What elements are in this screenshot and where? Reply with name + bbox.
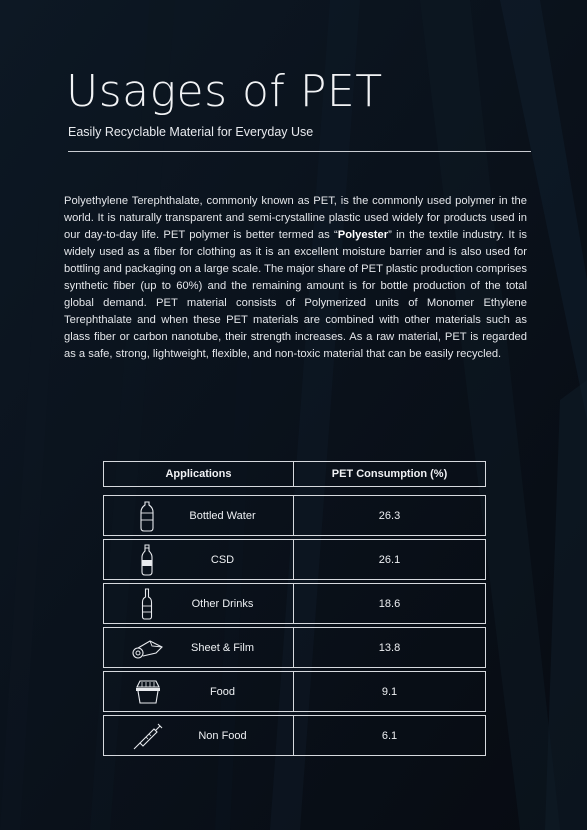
consumption-value: 26.3 xyxy=(378,509,401,522)
table-row xyxy=(103,627,486,668)
table-header xyxy=(103,461,486,487)
table-row xyxy=(103,715,486,756)
consumption-value: 13.8 xyxy=(378,641,401,654)
page-subtitle: Easily Recyclable Material for Everyday Use xyxy=(68,125,314,139)
application-label: Food xyxy=(209,685,236,698)
application-cell xyxy=(104,628,294,667)
consumption-value: 26.1 xyxy=(378,553,401,566)
syringe-icon xyxy=(130,719,164,753)
header-consumption: PET Consumption (%) xyxy=(331,468,448,480)
page-title: Usages of PET xyxy=(66,66,383,117)
body-text-part: ” in the textile industry. It is widely used as a fiber for clothing as it is an excellent moisture barrier and is also used for bottling and packaging on a large scale. The major share of PET plastic production comprises synthetic fiber (up to 60%) and the remaining amount is for bottle production of the total global demand. PET material consists of Polymerized units of Monomer Ethylene Terephthalate and when these PET materials are combined with other materials such as glass fiber or carbon nanotube, their strength increases. As a raw material, PET is regarded as a safe, strong, lightweight, flexible, and non-toxic material that can be easily recycled. xyxy=(64,229,527,360)
application-cell xyxy=(104,672,294,711)
film-roll-icon xyxy=(130,631,164,665)
application-label: Bottled Water xyxy=(189,509,256,522)
table-row xyxy=(103,539,486,580)
table-row xyxy=(103,671,486,712)
header-applications: Applications xyxy=(104,462,294,486)
consumption-value: 18.6 xyxy=(378,597,401,610)
application-label: Non Food xyxy=(198,729,247,742)
body-paragraph xyxy=(64,193,527,363)
food-container-icon xyxy=(130,675,164,709)
divider xyxy=(68,151,531,152)
drink-bottle-icon xyxy=(130,587,164,621)
body-text-part: Polyethylene Terephthalate, commonly known as PET, is the commonly used polymer in the world. It is naturally transparent and semi-crystalline plastic used widely for products used in our day-to-day life. PET polymer is better termed as “ xyxy=(64,195,527,241)
application-label: CSD xyxy=(210,553,235,566)
application-cell xyxy=(104,496,294,535)
application-cell xyxy=(104,584,294,623)
application-label: Sheet & Film xyxy=(191,641,254,654)
table-row xyxy=(103,583,486,624)
application-cell xyxy=(104,716,294,755)
table-row xyxy=(103,495,486,536)
water-bottle-icon xyxy=(130,499,164,533)
application-label: Other Drinks xyxy=(191,597,254,610)
consumption-value: 9.1 xyxy=(381,685,398,698)
application-cell xyxy=(104,540,294,579)
soda-bottle-icon xyxy=(130,543,164,577)
body-bold-term: Polyester xyxy=(337,229,389,241)
consumption-value: 6.1 xyxy=(381,729,398,742)
